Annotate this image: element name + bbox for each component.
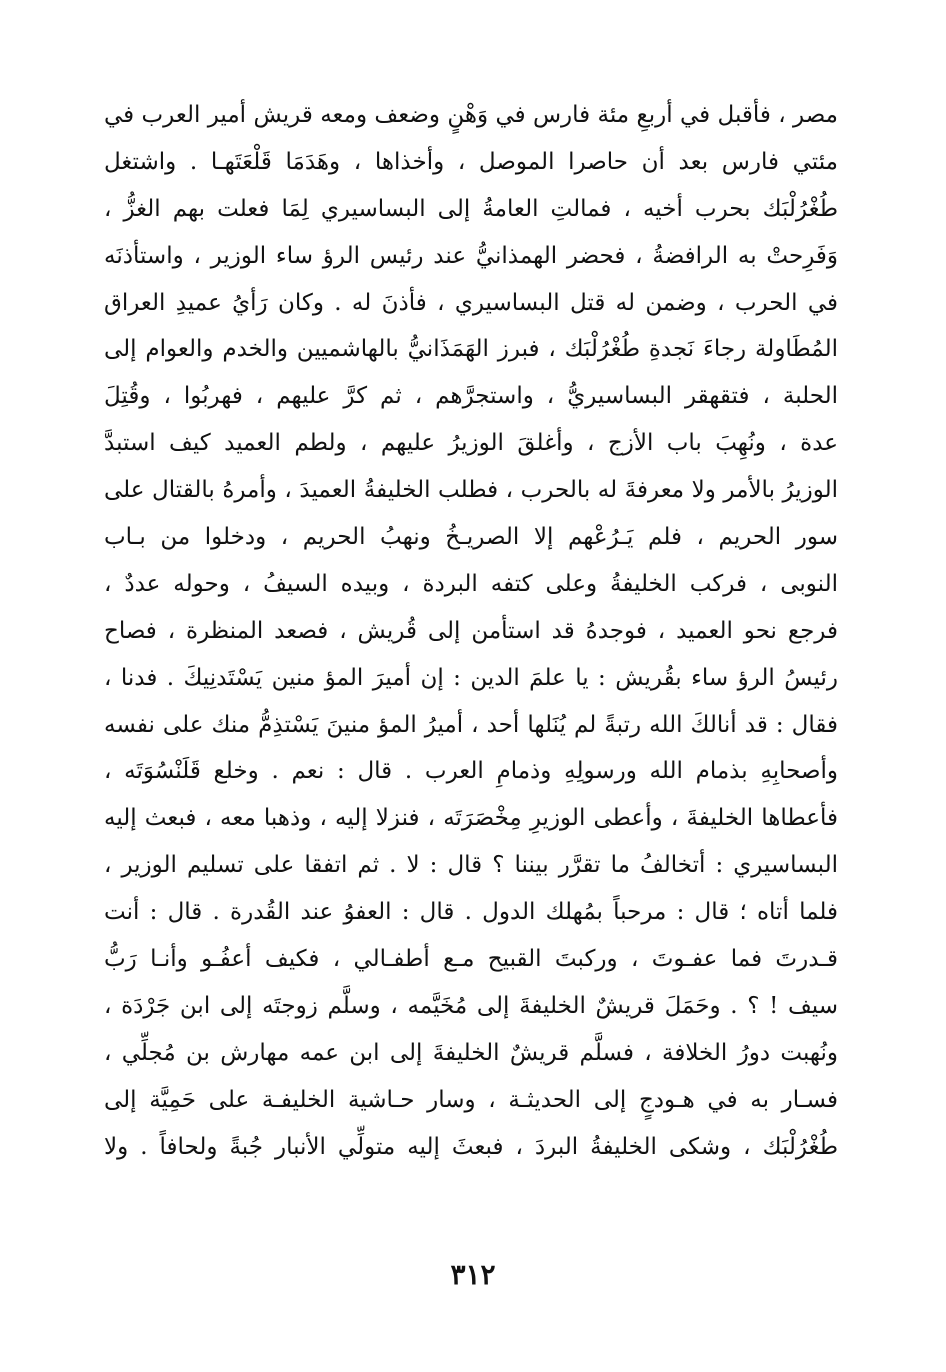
text-line-2: مئتي فارس بعد أن حاصرا الموصل ، وأخذاها ، وهَدَمَا قَلْعَتَهـا . واشتغل <box>104 148 838 175</box>
text-line-14: فقال : قد أنالكَ الله رتبةً لم يُنَلها أحد ، أميرُ المؤ منينَ يَسْتذِمُّ منك على نفسه <box>104 711 838 738</box>
text-line-1: مصر ، فأقبل في أربعِ مئة فارس في وَهْنٍ وضعف ومعه قريش أمير العرب في <box>104 102 838 128</box>
text-line-18: فلما أتاه ؛ قال : مرحباً بمُهلك الدول . قال : العفوُ عند القُدرة . قال : أنت <box>104 899 838 926</box>
text-line-9: الوزيرُ بالأمر ولا معرفةَ له بالحرب ، فطلب الخليفةُ العميدَ ، وأمرهُ بالقتال على <box>104 477 838 504</box>
text-line-3: طُغْرُلْبَك بحرب أخيه ، فمالتِ العامةُ إلى البساسيري لِمَا فعلت بهم الغزُّ ، <box>104 195 838 222</box>
text-line-19: قـدرتَ فما عفـوتَ ، وركبتَ القبيح مـع أطفـالي ، فكيف أعفُـو وأنـا رَبُّ <box>104 946 838 973</box>
text-line-4: وَفَرِحتْ به الرافضةُ ، فحضر الهمذانيُّ عند رئيس الرؤ ساء الوزير ، واستأذنَه <box>104 242 838 269</box>
text-line-15: وأصحابِهِ بذمام الله ورسولِهِ وذمامِ العرب . قال : نعم . وخلع قَلَنْسُوَتَه ، <box>104 758 838 785</box>
text-line-22: فسـار به في هـودجٍ إلى الحديثـة ، وسار حـاشية الخليفـة على حَمِيَّة إلى <box>104 1086 838 1113</box>
text-line-6: المُطَاولة رجاءَ نَجدةِ طُغْرُلْبَك ، فبرز الهَمَذَانيُّ بالهاشميين والخدم والعوام إلى <box>104 336 838 363</box>
text-line-23: طُغْرُلْبَك ، وشكى الخليفةُ البردَ ، فبعثَ إليه متولِّي الأنبار جُبةً ولحافاً . ولا <box>104 1133 838 1160</box>
text-line-11: النوبى ، فركب الخليفةُ وعلى كتفه البردة ، وبيده السيفُ ، وحوله عددٌ ، <box>104 570 838 597</box>
text-line-8: عدة ، ونُهِبَ باب الأزج ، وأغلقَ الوزيرُ عليهم ، ولطم العميد كيف استبدَّ <box>104 430 838 457</box>
text-line-5: في الحرب ، وضمن له قتل البساسيري ، فأذنَ له . وكان رَأيُ عميدِ العراق <box>104 289 838 316</box>
text-line-17: البساسيري : أتخالفُ ما تقرَّر بيننا ؟ قال : لا . ثم اتفقا على تسليم الوزير ، <box>104 852 838 879</box>
body-text <box>104 92 838 1170</box>
text-line-21: ونُهبت دورُ الخلافة ، فسلَّم قريشٌ الخليفةَ إلى ابن عمه مهارش بن مُجلِّي ، <box>104 1039 838 1066</box>
text-line-12: فرجع نحو العميد ، فوجدهُ قد استأمن إلى قُريش ، فصعد المنظرة ، فصاح <box>104 617 838 644</box>
text-line-20: سيف ! ؟ . وحَمَلَ قريشٌ الخليفةَ إلى مُخَيَّمه ، وسلَّم زوجتَه إلى ابن جَرْدَة ، <box>104 992 838 1019</box>
text-line-13: رئيسُ الرؤ ساء بقُريش : يا علمَ الدين : إن أميرَ المؤ منين يَسْتَدنِيكَ . فدنا ، <box>104 664 838 691</box>
text-line-16: فأعطاها الخليفةَ ، وأعطى الوزيرِ مِخْصَرَتَه ، فنزلا إليه ، وذهبا معه ، فبعث إليه <box>104 805 838 832</box>
text-line-10: سور الحريم ، فلم يَـرُعْهم إلا الصريـخُ ونهبُ الحريم ، ودخلوا من بـاب <box>104 524 838 551</box>
text-line-7: الحلبة ، فتقهقر البساسيريُّ ، واستجرَّهم ، ثم كرَّ عليهم ، فهربُوا ، وقُتِلَ <box>104 383 838 410</box>
page-number: ٣١٢ <box>450 1258 496 1291</box>
